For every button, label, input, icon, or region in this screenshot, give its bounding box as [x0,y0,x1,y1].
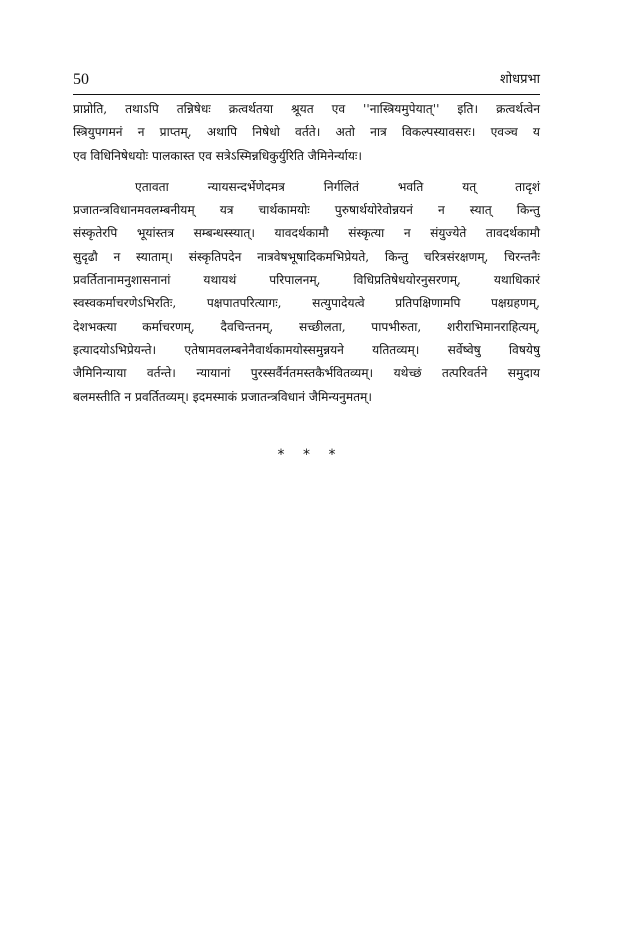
text-line: एतावता न्यायसन्दर्भेणेदमत्र निर्गलितं भवति यत् तादृशं [135,179,540,194]
paragraph [73,98,540,168]
text-line: प्राप्नोति, तथाऽपि तन्निषेधः क्रत्वर्थतया श्रूयत एव ''नास्त्रियमुपेयात्'' इति। क्रत्वर्थत्वेन [73,102,540,116]
text-line: देशभक्त्या कर्माचरणम्, दैवचिन्तनम्, सच्छीलता, पापभीरुता, शरीराभिमानराहित्यम्, [73,319,540,334]
paragraph [73,176,540,409]
text-line: बलमस्तीति न प्रवर्तितव्यम्। इदमस्माकं प्रजातन्त्रविधानं जैमिन्यनुमतम्। [73,389,372,404]
text-line: स्वस्वकर्माचरणेऽभिरतिः, पक्षपातपरित्यागः, सत्युपादेयत्वे प्रतिपक्षिणामपि पक्षग्रहणम्, [73,296,540,311]
text-line: इत्यादयोऽभिप्रेयन्ते। एतेषामवलम्बनेनैवार्थकामयोस्समुन्नयने यतितव्यम्। सर्वेष्वेषु विषयेषु [73,342,540,357]
section-end-ornament: * * * [277,447,336,463]
text-line: सुदृढौ न स्याताम्। संस्कृतिपदेन नात्रवेषभूषादिकमभिप्रेयते, किन्तु चरित्रसंरक्षणम्, चिरन्तनैः [73,249,540,264]
body-text [73,98,540,409]
paragraph-gap [73,168,540,176]
text-line: संस्कृतेरपि भूयांस्तत्र सम्बन्धस्स्यात्। यावदर्थकामौ संस्कृत्या न संयुज्येते तावदर्थकामौ [73,226,540,241]
page-header [73,70,540,95]
text-line: प्रजातन्त्रविधानमवलम्बनीयम् यत्र चार्थकामयोः पुरुषार्थयोरेवोन्नयनं न स्यात् किन्तु [73,203,540,218]
text-line: प्रवर्तितानामनुशासनानां यथायथं परिपालनम्, विधिप्रतिषेधयोरनुसरणम्, यथाधिकारं [73,273,540,288]
running-head: शोधप्रभा [499,72,540,87]
text-line: एव विधिनिषेधयोः पालकास्त एव सत्रेऽस्मिन्नधिकुर्युरिति जैमिनेर्न्यायः। [73,148,363,163]
text-line: जैमिनिन्याया वर्तन्ते। न्यायानां पुरस्सर्वैर्नतमस्तकैर्भवितव्यम्। यथेच्छं तत्परिवर्तने समुदाय [73,366,540,381]
text-line: स्त्रियुपगमनं न प्राप्तम्, अथापि निषेधो वर्तते। अतो नात्र विकल्पस्यावसरः। एवञ्च य [73,125,540,140]
page-number: 50 [73,71,89,88]
